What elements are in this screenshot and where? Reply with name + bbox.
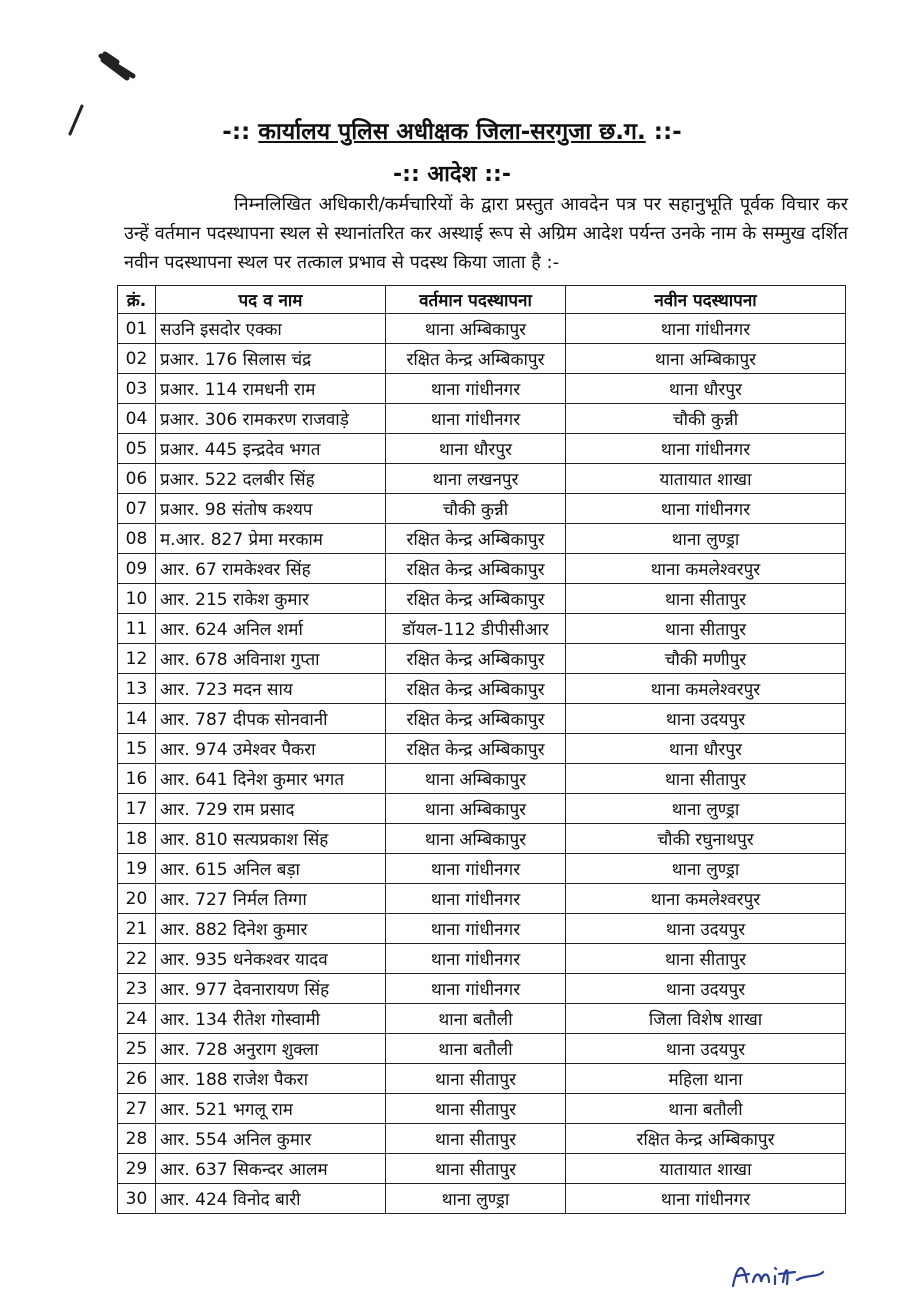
row-name: आर. 787 दीपक सोनवानी [156, 704, 386, 734]
row-name: आर. 215 राकेश कुमार [156, 584, 386, 614]
office-title-main: कार्यालय पुलिस अधीक्षक जिला-सरगुजा छ.ग. [258, 119, 646, 145]
row-serial: 27 [118, 1094, 156, 1124]
row-new-posting: थाना उदयपुर [566, 974, 846, 1004]
row-name: आर. 810 सत्यप्रकाश सिंह [156, 824, 386, 854]
row-name: आर. 67 रामकेश्वर सिंह [156, 554, 386, 584]
table-row [118, 1154, 846, 1184]
row-new-posting: थाना सीतापुर [566, 944, 846, 974]
table-row [118, 764, 846, 794]
table-row [118, 674, 846, 704]
row-new-posting: थाना कमलेश्वरपुर [566, 884, 846, 914]
table-row [118, 854, 846, 884]
row-name: आर. 728 अनुराग शुक्ला [156, 1034, 386, 1064]
table-row [118, 494, 846, 524]
row-current-posting: थाना लुण्ड्रा [386, 1184, 566, 1214]
row-name: प्रआर. 445 इन्द्रदेव भगत [156, 434, 386, 464]
row-serial: 18 [118, 824, 156, 854]
row-current-posting: रक्षित केन्द्र अम्बिकापुर [386, 734, 566, 764]
table-row [118, 884, 846, 914]
row-serial: 01 [118, 314, 156, 344]
table-row [118, 524, 846, 554]
row-serial: 08 [118, 524, 156, 554]
table-row [118, 914, 846, 944]
row-name: आर. 977 देवनारायण सिंह [156, 974, 386, 1004]
row-serial: 04 [118, 404, 156, 434]
row-current-posting: थाना अम्बिकापुर [386, 794, 566, 824]
row-new-posting: महिला थाना [566, 1064, 846, 1094]
table-row [118, 344, 846, 374]
row-new-posting: थाना उदयपुर [566, 704, 846, 734]
row-serial: 07 [118, 494, 156, 524]
row-current-posting: थाना अम्बिकापुर [386, 824, 566, 854]
table-row [118, 1184, 846, 1214]
row-current-posting: थाना गांधीनगर [386, 374, 566, 404]
row-new-posting: चौकी रघुनाथपुर [566, 824, 846, 854]
table-row [118, 794, 846, 824]
row-serial: 05 [118, 434, 156, 464]
row-name: आर. 637 सिकन्दर आलम [156, 1154, 386, 1184]
table-row [118, 1124, 846, 1154]
row-new-posting: थाना गांधीनगर [566, 494, 846, 524]
row-name: आर. 188 राजेश पैकरा [156, 1064, 386, 1094]
row-name: आर. 134 रीतेश गोस्वामी [156, 1004, 386, 1034]
table-row [118, 434, 846, 464]
row-current-posting: रक्षित केन्द्र अम्बिकापुर [386, 524, 566, 554]
row-new-posting: जिला विशेष शाखा [566, 1004, 846, 1034]
header-name: पद व नाम [156, 286, 386, 314]
row-serial: 14 [118, 704, 156, 734]
row-new-posting: थाना गांधीनगर [566, 434, 846, 464]
row-serial: 20 [118, 884, 156, 914]
row-current-posting: थाना गांधीनगर [386, 944, 566, 974]
order-paragraph-text: निम्नलिखित अधिकारी/कर्मचारियों के द्वारा प्रस्तुत आवदेन पत्र पर सहानुभूति पूर्वक विचार कर उन्हें वर्तमान पदस्थापना स्थल से स्थानांतरित कर अस्थाई रूप से अग्रिम आदेश पर्यन्त उनके नाम के सम्मुख दर्शित नवीन पदस्थापना स्थल पर तत्काल प्रभाव से पदस्थ किया जाता है :- [124, 194, 848, 273]
table-row [118, 404, 846, 434]
row-serial: 30 [118, 1184, 156, 1214]
row-new-posting: थाना कमलेश्वरपुर [566, 554, 846, 584]
row-name: प्रआर. 114 रामधनी राम [156, 374, 386, 404]
row-name: आर. 935 धनेकश्वर यादव [156, 944, 386, 974]
row-current-posting: थाना गांधीनगर [386, 914, 566, 944]
row-new-posting: थाना अम्बिकापुर [566, 344, 846, 374]
header-new-posting: नवीन पदस्थापना [566, 286, 846, 314]
signature [727, 1256, 827, 1292]
row-name: प्रआर. 306 रामकरण राजवाड़े [156, 404, 386, 434]
table-row [118, 1034, 846, 1064]
table-row [118, 314, 846, 344]
row-serial: 10 [118, 584, 156, 614]
row-serial: 17 [118, 794, 156, 824]
table-row [118, 1064, 846, 1094]
pen-mark [97, 48, 139, 84]
row-current-posting: चौकी कुन्नी [386, 494, 566, 524]
row-name: प्रआर. 176 सिलास चंद्र [156, 344, 386, 374]
row-name: सउनि इसदोर एक्का [156, 314, 386, 344]
row-current-posting: रक्षित केन्द्र अम्बिकापुर [386, 674, 566, 704]
row-new-posting: थाना लुण्ड्रा [566, 794, 846, 824]
row-serial: 23 [118, 974, 156, 1004]
table-row [118, 704, 846, 734]
row-new-posting: थाना कमलेश्वरपुर [566, 674, 846, 704]
row-new-posting: थाना धौरपुर [566, 374, 846, 404]
table-row [118, 1094, 846, 1124]
table-row [118, 734, 846, 764]
row-name: आर. 727 निर्मल तिग्गा [156, 884, 386, 914]
row-current-posting: रक्षित केन्द्र अम्बिकापुर [386, 344, 566, 374]
row-serial: 22 [118, 944, 156, 974]
row-current-posting: रक्षित केन्द्र अम्बिकापुर [386, 554, 566, 584]
row-serial: 02 [118, 344, 156, 374]
row-name: आर. 624 अनिल शर्मा [156, 614, 386, 644]
office-title-prefix: -:: [222, 119, 251, 145]
row-new-posting: थाना बतौली [566, 1094, 846, 1124]
row-current-posting: थाना बतौली [386, 1034, 566, 1064]
row-new-posting: थाना लुण्ड्रा [566, 854, 846, 884]
row-name: प्रआर. 98 संतोष कश्यप [156, 494, 386, 524]
row-serial: 26 [118, 1064, 156, 1094]
table-row [118, 1004, 846, 1034]
row-name: आर. 554 अनिल कुमार [156, 1124, 386, 1154]
row-name: आर. 641 दिनेश कुमार भगत [156, 764, 386, 794]
header-serial: क्रं. [118, 286, 156, 314]
row-current-posting: थाना सीतापुर [386, 1124, 566, 1154]
row-name: आर. 723 मदन साय [156, 674, 386, 704]
row-new-posting: रक्षित केन्द्र अम्बिकापुर [566, 1124, 846, 1154]
row-current-posting: थाना अम्बिकापुर [386, 764, 566, 794]
row-current-posting: थाना सीतापुर [386, 1094, 566, 1124]
row-name: प्रआर. 522 दलबीर सिंह [156, 464, 386, 494]
row-name: आर. 615 अनिल बड़ा [156, 854, 386, 884]
row-current-posting: रक्षित केन्द्र अम्बिकापुर [386, 704, 566, 734]
table-row [118, 374, 846, 404]
row-new-posting: थाना लुण्ड्रा [566, 524, 846, 554]
row-current-posting: थाना गांधीनगर [386, 854, 566, 884]
row-name: आर. 678 अविनाश गुप्ता [156, 644, 386, 674]
office-title-suffix: ::- [653, 119, 682, 145]
row-new-posting: यातायात शाखा [566, 1154, 846, 1184]
row-name: आर. 882 दिनेश कुमार [156, 914, 386, 944]
row-serial: 21 [118, 914, 156, 944]
table-row [118, 554, 846, 584]
row-serial: 03 [118, 374, 156, 404]
row-new-posting: चौकी कुन्नी [566, 404, 846, 434]
row-new-posting: थाना सीतापुर [566, 764, 846, 794]
row-current-posting: थाना गांधीनगर [386, 884, 566, 914]
row-current-posting: थाना अम्बिकापुर [386, 314, 566, 344]
row-name: आर. 729 राम प्रसाद [156, 794, 386, 824]
row-new-posting: थाना सीतापुर [566, 584, 846, 614]
row-name: आर. 424 विनोद बारी [156, 1184, 386, 1214]
order-title: -:: आदेश ::- [393, 162, 511, 187]
row-serial: 15 [118, 734, 156, 764]
table-row [118, 614, 846, 644]
row-new-posting: थाना गांधीनगर [566, 314, 846, 344]
table-row [118, 944, 846, 974]
row-serial: 13 [118, 674, 156, 704]
row-name: आर. 521 भगलू राम [156, 1094, 386, 1124]
row-serial: 28 [118, 1124, 156, 1154]
office-title [0, 114, 904, 146]
row-current-posting: थाना बतौली [386, 1004, 566, 1034]
table-row [118, 824, 846, 854]
row-serial: 16 [118, 764, 156, 794]
row-serial: 25 [118, 1034, 156, 1064]
table-row [118, 584, 846, 614]
row-current-posting: थाना गांधीनगर [386, 974, 566, 1004]
row-name: म.आर. 827 प्रेमा मरकाम [156, 524, 386, 554]
row-new-posting: थाना सीतापुर [566, 614, 846, 644]
row-serial: 19 [118, 854, 156, 884]
row-new-posting: थाना गांधीनगर [566, 1184, 846, 1214]
order-paragraph [124, 190, 848, 277]
row-serial: 11 [118, 614, 156, 644]
table-header-row [118, 286, 846, 314]
row-current-posting: डॉयल-112 डीपीसीआर [386, 614, 566, 644]
row-serial: 06 [118, 464, 156, 494]
row-current-posting: थाना सीतापुर [386, 1154, 566, 1184]
table-row [118, 974, 846, 1004]
row-current-posting: रक्षित केन्द्र अम्बिकापुर [386, 584, 566, 614]
row-current-posting: रक्षित केन्द्र अम्बिकापुर [386, 644, 566, 674]
row-name: आर. 974 उमेश्वर पैकरा [156, 734, 386, 764]
row-new-posting: थाना उदयपुर [566, 1034, 846, 1064]
transfer-table [117, 285, 846, 1214]
row-new-posting: चौकी मणीपुर [566, 644, 846, 674]
row-new-posting: यातायात शाखा [566, 464, 846, 494]
row-serial: 29 [118, 1154, 156, 1184]
row-serial: 09 [118, 554, 156, 584]
row-serial: 12 [118, 644, 156, 674]
row-new-posting: थाना उदयपुर [566, 914, 846, 944]
table-row [118, 644, 846, 674]
row-current-posting: थाना धौरपुर [386, 434, 566, 464]
table-row [118, 464, 846, 494]
row-new-posting: थाना धौरपुर [566, 734, 846, 764]
header-current-posting: वर्तमान पदस्थापना [386, 286, 566, 314]
row-serial: 24 [118, 1004, 156, 1034]
row-current-posting: थाना सीतापुर [386, 1064, 566, 1094]
row-current-posting: थाना लखनपुर [386, 464, 566, 494]
row-current-posting: थाना गांधीनगर [386, 404, 566, 434]
